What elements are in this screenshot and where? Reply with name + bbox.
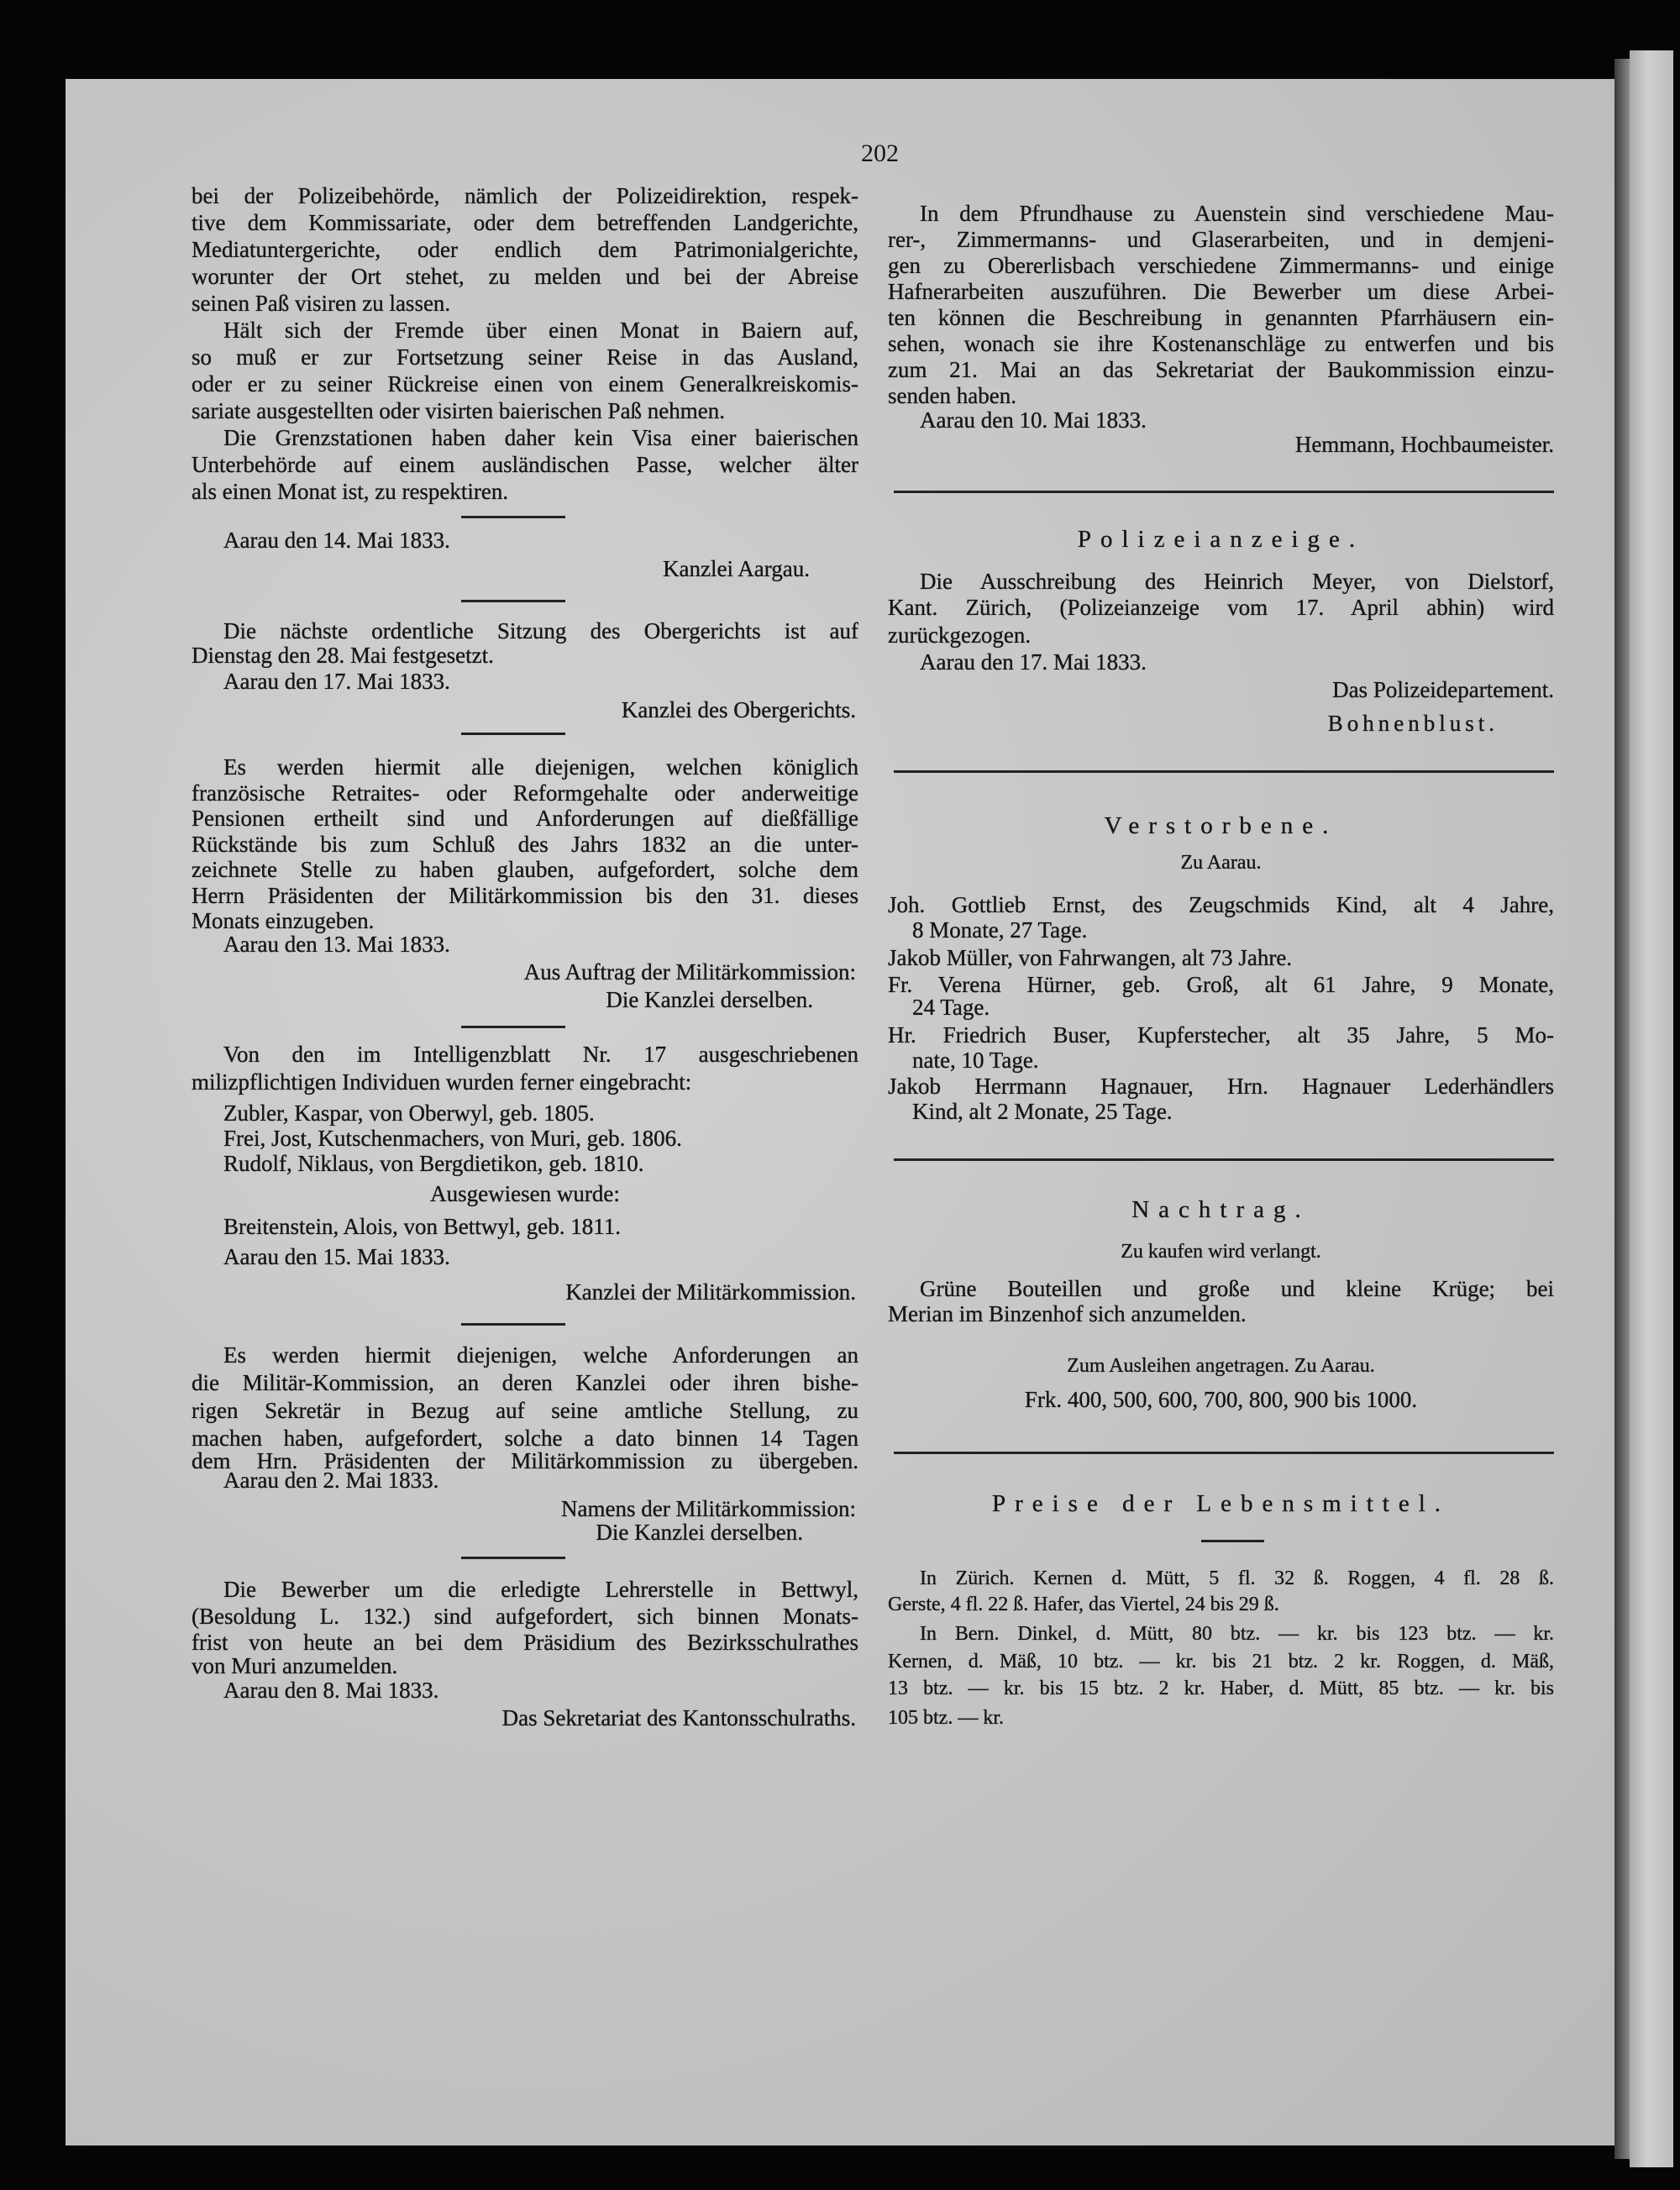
notice-signature: Bohnenblust.	[1327, 711, 1499, 736]
price-line: In Zürich. Kernen d. Mütt, 5 fl. 32 ß. Roggen, 4 fl. 28 ß.	[920, 1568, 1554, 1589]
notice-line: Die Grenzstationen haben daher kein Visa einer baierischen	[223, 425, 858, 450]
notice-line: Hafnerarbeiten auszuführen. Die Bewerber um diese Arbei-	[888, 279, 1554, 304]
notice-line: Die Ausschreibung des Heinrich Meyer, von Dielstorf,	[920, 569, 1554, 594]
notice-signature: Kanzlei Aargau.	[663, 556, 810, 581]
notice-line: von Muri anzumelden.	[192, 1653, 398, 1678]
notice-line: zum 21. Mai an das Sekretariat der Baukommission einzu-	[888, 357, 1554, 382]
deceased-entry: Kind, alt 2 Monate, 25 Tage.	[912, 1099, 1173, 1124]
notice-line: dem Hrn. Präsidenten der Militärkommission zu übergeben.	[192, 1448, 858, 1473]
page-fold	[1614, 59, 1630, 2159]
notice-line: rer-, Zimmermanns- und Glaserarbeiten, und in demjeni-	[888, 227, 1554, 252]
loan-amounts: Frk. 400, 500, 600, 700, 800, 900 bis 1000.	[1024, 1387, 1418, 1412]
notice-signature: Die Kanzlei derselben.	[596, 1520, 803, 1545]
conscript-name: Frei, Jost, Kutschenmachers, von Muri, geb. 1806.	[223, 1126, 682, 1151]
wanted-heading: Zu kaufen wird verlangt.	[1121, 1241, 1321, 1263]
notice-date: Aarau den 14. Mai 1833.	[223, 528, 450, 553]
section-divider	[894, 770, 1554, 773]
notice-line: die Militär-Kommission, an deren Kanzlei oder ihren bishe-	[192, 1370, 858, 1395]
notice-signature: Aus Auftrag der Militärkommission:	[523, 959, 856, 985]
notice-line: bei der Polizeibehörde, nämlich der Polizeidirektion, respek-	[192, 183, 858, 208]
section-divider	[461, 1026, 565, 1028]
section-divider	[461, 600, 565, 602]
notice-line: Dienstag den 28. Mai festgesetzt.	[192, 643, 494, 668]
notice-line: Pensionen ertheilt sind und Anforderungen auf dießfällige	[192, 806, 858, 831]
expelled-heading: Ausgewiesen wurde:	[430, 1181, 620, 1206]
conscript-name: Zubler, Kaspar, von Oberwyl, geb. 1805.	[223, 1100, 595, 1126]
deceased-entry: Joh. Gottlieb Ernst, des Zeugschmids Kind, alt 4 Jahre,	[888, 892, 1554, 917]
notice-signature: Kanzlei der Militärkommission.	[565, 1279, 856, 1305]
section-divider	[461, 733, 565, 735]
section-heading-deceased: Verstorbene.	[1104, 812, 1338, 839]
section-divider	[894, 491, 1554, 493]
deceased-entry: 24 Tage.	[912, 995, 990, 1020]
deceased-entry: Hr. Friedrich Buser, Kupferstecher, alt 35 Jahre, 5 Mo-	[888, 1022, 1554, 1048]
section-heading-prices: Preise der Lebensmittel.	[991, 1490, 1451, 1517]
deceased-entry: Jakob Müller, von Fahrwangen, alt 73 Jahre.	[888, 945, 1293, 970]
notice-line: Herrn Präsidenten der Militärkommission bis den 31. dieses	[192, 883, 858, 908]
section-divider	[894, 1452, 1554, 1454]
notice-line: oder er zu seiner Rückreise einen von einem Generalkreiskomis-	[192, 371, 858, 397]
notice-line: gen zu Obererlisbach verschiedene Zimmermanns- und einige	[888, 253, 1554, 278]
wanted-line: Grüne Bouteillen und große und kleine Krüge; bei	[920, 1276, 1554, 1301]
price-line: Kernen, d. Mäß, 10 btz. — kr. bis 21 btz. 2 kr. Roggen, d. Mäß,	[888, 1651, 1554, 1673]
page-number: 202	[861, 139, 899, 167]
notice-line: ten können die Beschreibung in genannten Pfarrhäusern ein-	[888, 305, 1554, 330]
price-line: 105 btz. — kr.	[888, 1707, 1004, 1729]
notice-line: seinen Paß visiren zu lassen.	[192, 291, 451, 316]
conscript-name: Rudolf, Niklaus, von Bergdietikon, geb. 1810.	[223, 1151, 644, 1176]
section-divider	[461, 1557, 565, 1559]
notice-line: zurückgezogen.	[888, 622, 1032, 648]
notice-line: rigen Sekretär in Bezug auf seine amtliche Stellung, zu	[192, 1398, 858, 1423]
notice-line: Hält sich der Fremde über einen Monat in Baiern auf,	[223, 318, 858, 343]
notice-line: Mediatuntergerichte, oder endlich dem Patrimonialgerichte,	[192, 237, 858, 262]
price-line: 13 btz. — kr. bis 15 btz. 2 kr. Haber, d. Mütt, 85 btz. — kr. bis	[888, 1678, 1554, 1699]
deceased-entry: Fr. Verena Hürner, geb. Groß, alt 61 Jahre, 9 Monate,	[888, 972, 1554, 997]
notice-line: Kant. Zürich, (Polizeianzeige vom 17. April abhin) wird	[888, 595, 1554, 620]
notice-date: Aarau den 17. Mai 1833.	[223, 669, 450, 694]
notice-line: sariate ausgestellten oder visirten baierischen Paß nehmen.	[192, 398, 726, 423]
notice-line: Es werden hiermit alle diejenigen, welchen königlich	[223, 754, 858, 780]
deceased-entry: nate, 10 Tage.	[912, 1048, 1039, 1073]
notice-date: Aarau den 8. Mai 1833.	[223, 1678, 439, 1703]
notice-line: machen haben, aufgefordert, solche a dato binnen 14 Tagen	[192, 1426, 858, 1451]
notice-line: so muß er zur Fortsetzung seiner Reise in das Ausland,	[192, 344, 858, 370]
notice-line: In dem Pfrundhause zu Auenstein sind verschiedene Mau-	[920, 201, 1554, 226]
section-heading-addendum: Nachtrag.	[1131, 1196, 1310, 1223]
notice-signature: Kanzlei des Obergerichts.	[621, 697, 856, 722]
notice-line: zeichnete Stelle zu haben glauben, aufgefordert, solche dem	[192, 857, 858, 882]
notice-line: Die Bewerber um die erledigte Lehrerstelle in Bettwyl,	[223, 1577, 858, 1602]
deceased-entry: Jakob Herrmann Hagnauer, Hrn. Hagnauer Lederhändlers	[888, 1074, 1554, 1099]
notice-line: Unterbehörde auf einem ausländischen Passe, welcher älter	[192, 452, 858, 477]
next-page-edge	[1630, 50, 1673, 2167]
deceased-entry: 8 Monate, 27 Tage.	[912, 917, 1088, 943]
notice-line: Rückstände bis zum Schluß des Jahrs 1832 an die unter-	[192, 832, 858, 857]
notice-date: Aarau den 17. Mai 1833.	[920, 649, 1147, 675]
section-heading-police: Polizeianzeige.	[1077, 526, 1365, 553]
notice-line: Monats einzugeben.	[192, 908, 375, 933]
notice-line: französische Retraites- oder Reformgehalte oder anderweitige	[192, 780, 858, 806]
notice-date: Aarau den 2. Mai 1833.	[223, 1468, 439, 1493]
notice-line: Von den im Intelligenzblatt Nr. 17 ausgeschriebenen	[223, 1042, 858, 1067]
notice-line: frist von heute an bei dem Präsidium des Bezirksschulrathes	[192, 1630, 858, 1655]
notice-line: (Besoldung L. 132.) sind aufgefordert, sich binnen Monats-	[192, 1604, 858, 1629]
price-line: Gerste, 4 fl. 22 ß. Hafer, das Viertel, 24 bis 29 ß.	[888, 1594, 1279, 1615]
notice-signature: Das Sekretariat des Kantonsschulraths.	[501, 1705, 856, 1730]
notice-line: als einen Monat ist, zu respektiren.	[192, 479, 509, 504]
notice-date: Aarau den 15. Mai 1833.	[223, 1244, 450, 1269]
loan-heading: Zum Ausleihen angetragen. Zu Aarau.	[1067, 1355, 1375, 1377]
notice-line: Die nächste ordentliche Sitzung des Obergerichts ist auf	[223, 618, 858, 643]
notice-date: Aarau den 10. Mai 1833.	[920, 407, 1147, 433]
price-line: In Bern. Dinkel, d. Mütt, 80 btz. — kr. bis 123 btz. — kr.	[920, 1623, 1554, 1645]
notice-line: Es werden hiermit diejenigen, welche Anforderungen an	[223, 1342, 858, 1368]
notice-line: sehen, wonach sie ihre Kostenanschläge zu entwerfen und bis	[888, 331, 1554, 356]
notice-date: Aarau den 13. Mai 1833.	[223, 932, 450, 957]
wanted-line: Merian im Binzenhof sich anzumelden.	[888, 1301, 1247, 1326]
notice-line: tive dem Kommissariate, oder dem betreffenden Landgerichte,	[192, 210, 858, 235]
notice-signature: Das Polizeidepartement.	[1332, 677, 1554, 702]
section-divider	[461, 516, 565, 518]
deceased-place: Zu Aarau.	[1180, 852, 1262, 874]
notice-line: worunter der Ort stehet, zu melden und bei der Abreise	[192, 264, 858, 289]
notice-signature: Die Kanzlei derselben.	[606, 987, 813, 1012]
section-divider	[894, 1158, 1554, 1161]
notice-line: senden haben.	[888, 383, 1016, 408]
notice-line: milizpflichtigen Individuen wurden ferner eingebracht:	[192, 1069, 692, 1095]
notice-signature: Namens der Militärkommission:	[561, 1496, 856, 1521]
section-divider	[1201, 1540, 1264, 1542]
section-divider	[461, 1323, 565, 1326]
expelled-name: Breitenstein, Alois, von Bettwyl, geb. 1811.	[223, 1214, 621, 1239]
notice-signature: Hemmann, Hochbaumeister.	[1294, 432, 1554, 457]
